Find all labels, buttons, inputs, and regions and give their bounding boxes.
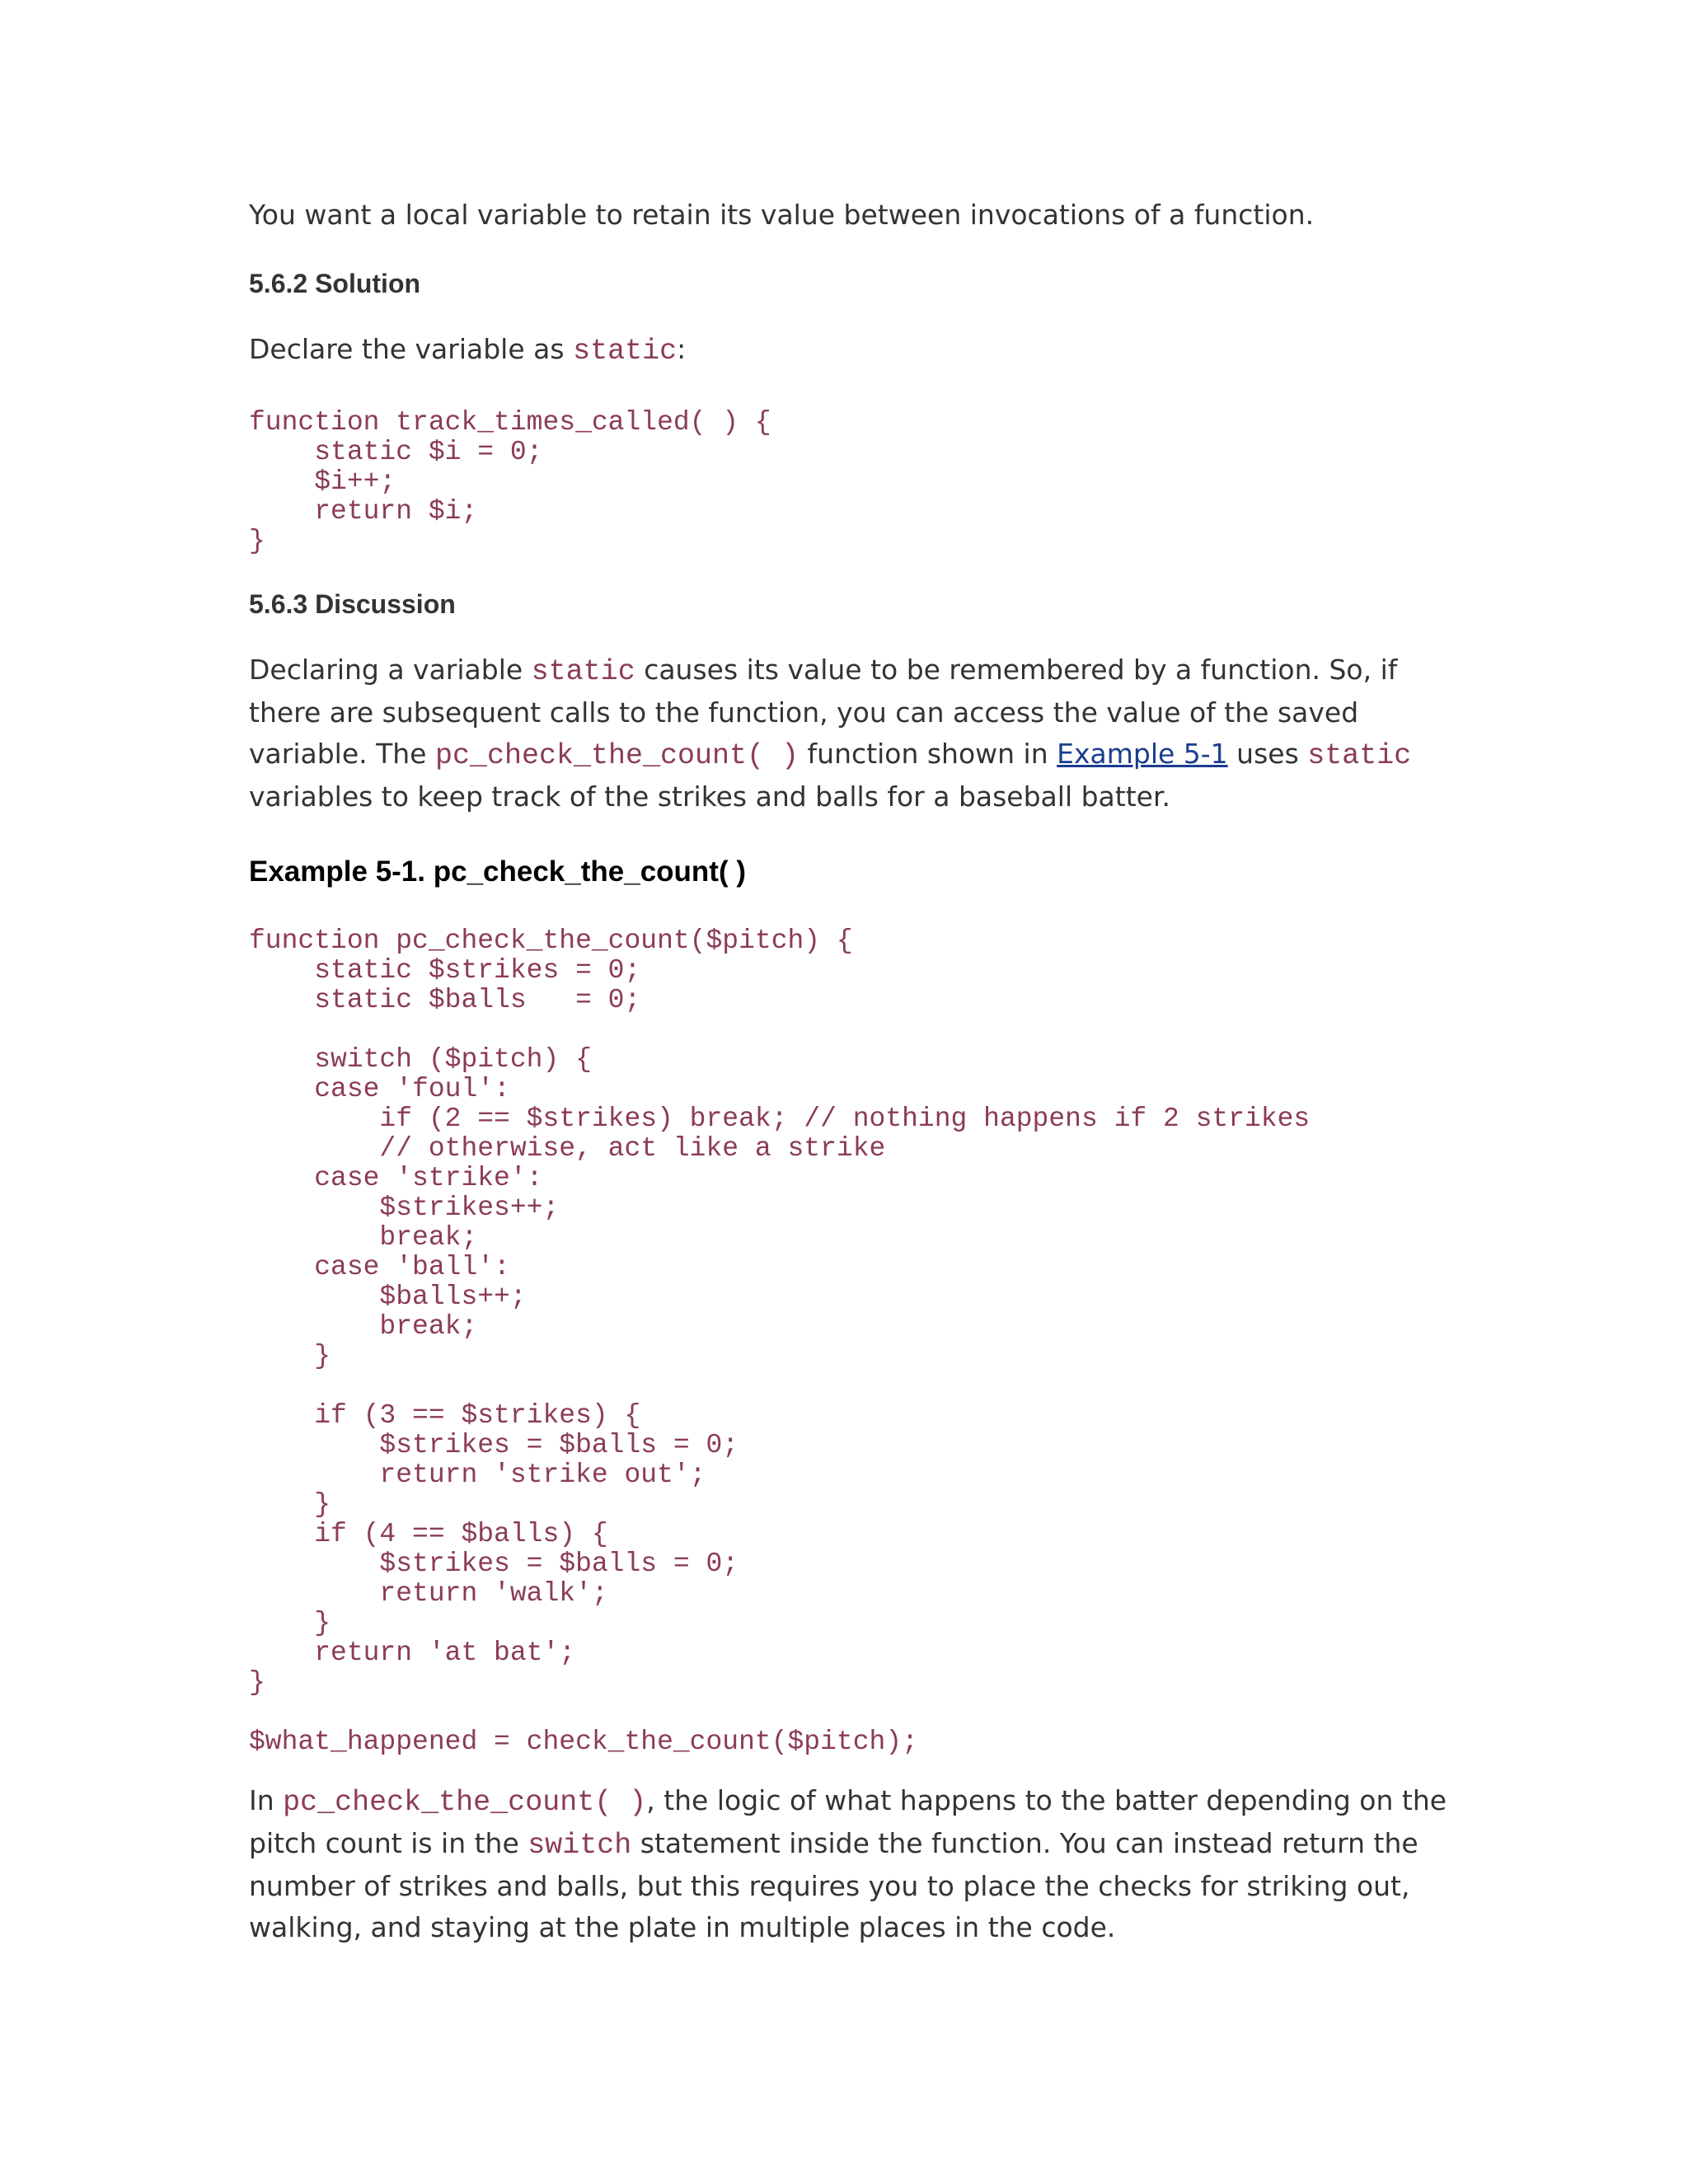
inline-code-static: static [573,335,678,368]
solution-text-before: Declare the variable as [249,333,574,365]
intro-paragraph: You want a local variable to retain its value between invocations of a function. [249,199,1315,231]
code-line-what-happened: $what_happened = check_the_count($pitch); [249,1727,918,1757]
code-block-pc-check-the-count: function pc_check_the_count($pitch) { static $strikes = 0; static $balls = 0; switch ($pitch) { case 'foul': if (2 == $strikes) break; // nothing happens if 2 strikes // otherwise, act like a strike case 'strike': $strikes++; break; case 'ball': $balls++; break; } if (3 == $strikes) { $strikes = $balls = 0; return 'strike out'; } if (4 == $balls) { $strikes = $balls = 0; return 'walk'; } return 'at bat'; } [249,926,1311,1698]
closing-paragraph [249,1780,1452,1948]
example-5-1-link[interactable]: Example 5-1 [1057,738,1228,770]
document-page [249,194,1452,1948]
text-run: uses [1227,738,1308,770]
solution-heading: 5.6.2 Solution [249,269,421,298]
discussion-heading: 5.6.3 Discussion [249,589,456,619]
solution-text-after: : [677,333,687,365]
inline-code-static: static [1307,739,1412,772]
inline-code-function-name: pc_check_the_count( ) [434,739,799,772]
text-run: causes its value to be remembered by a function. So, if there are subsequent calls to the function, you can access the value of the saved variable. The [249,654,1398,770]
inline-code-static: static [531,655,635,688]
inline-code-switch: switch [528,1829,632,1862]
example-title: Example 5-1. pc_check_the_count( ) [249,855,746,888]
text-run: variables to keep track of the strikes and balls for a baseball batter. [249,780,1170,813]
text-run: function shown in [799,738,1057,770]
inline-code-function-name: pc_check_the_count( ) [283,1786,647,1819]
text-run: statement inside the function. You can instead return the number of strikes and balls, but this requires you to place the checks for striking out, walking, and staying at the plate in multiple places in the code. [249,1827,1418,1943]
discussion-paragraph [249,649,1452,818]
text-run: , the logic of what happens to the batter depending on the pitch count is in the [249,1784,1447,1859]
text-run: Declaring a variable [249,654,532,686]
text-run: In [249,1784,284,1816]
solution-paragraph [249,329,1452,372]
code-block-track-times-called: function track_times_called( ) { static $i = 0; $i++; return $i; } [249,407,771,556]
